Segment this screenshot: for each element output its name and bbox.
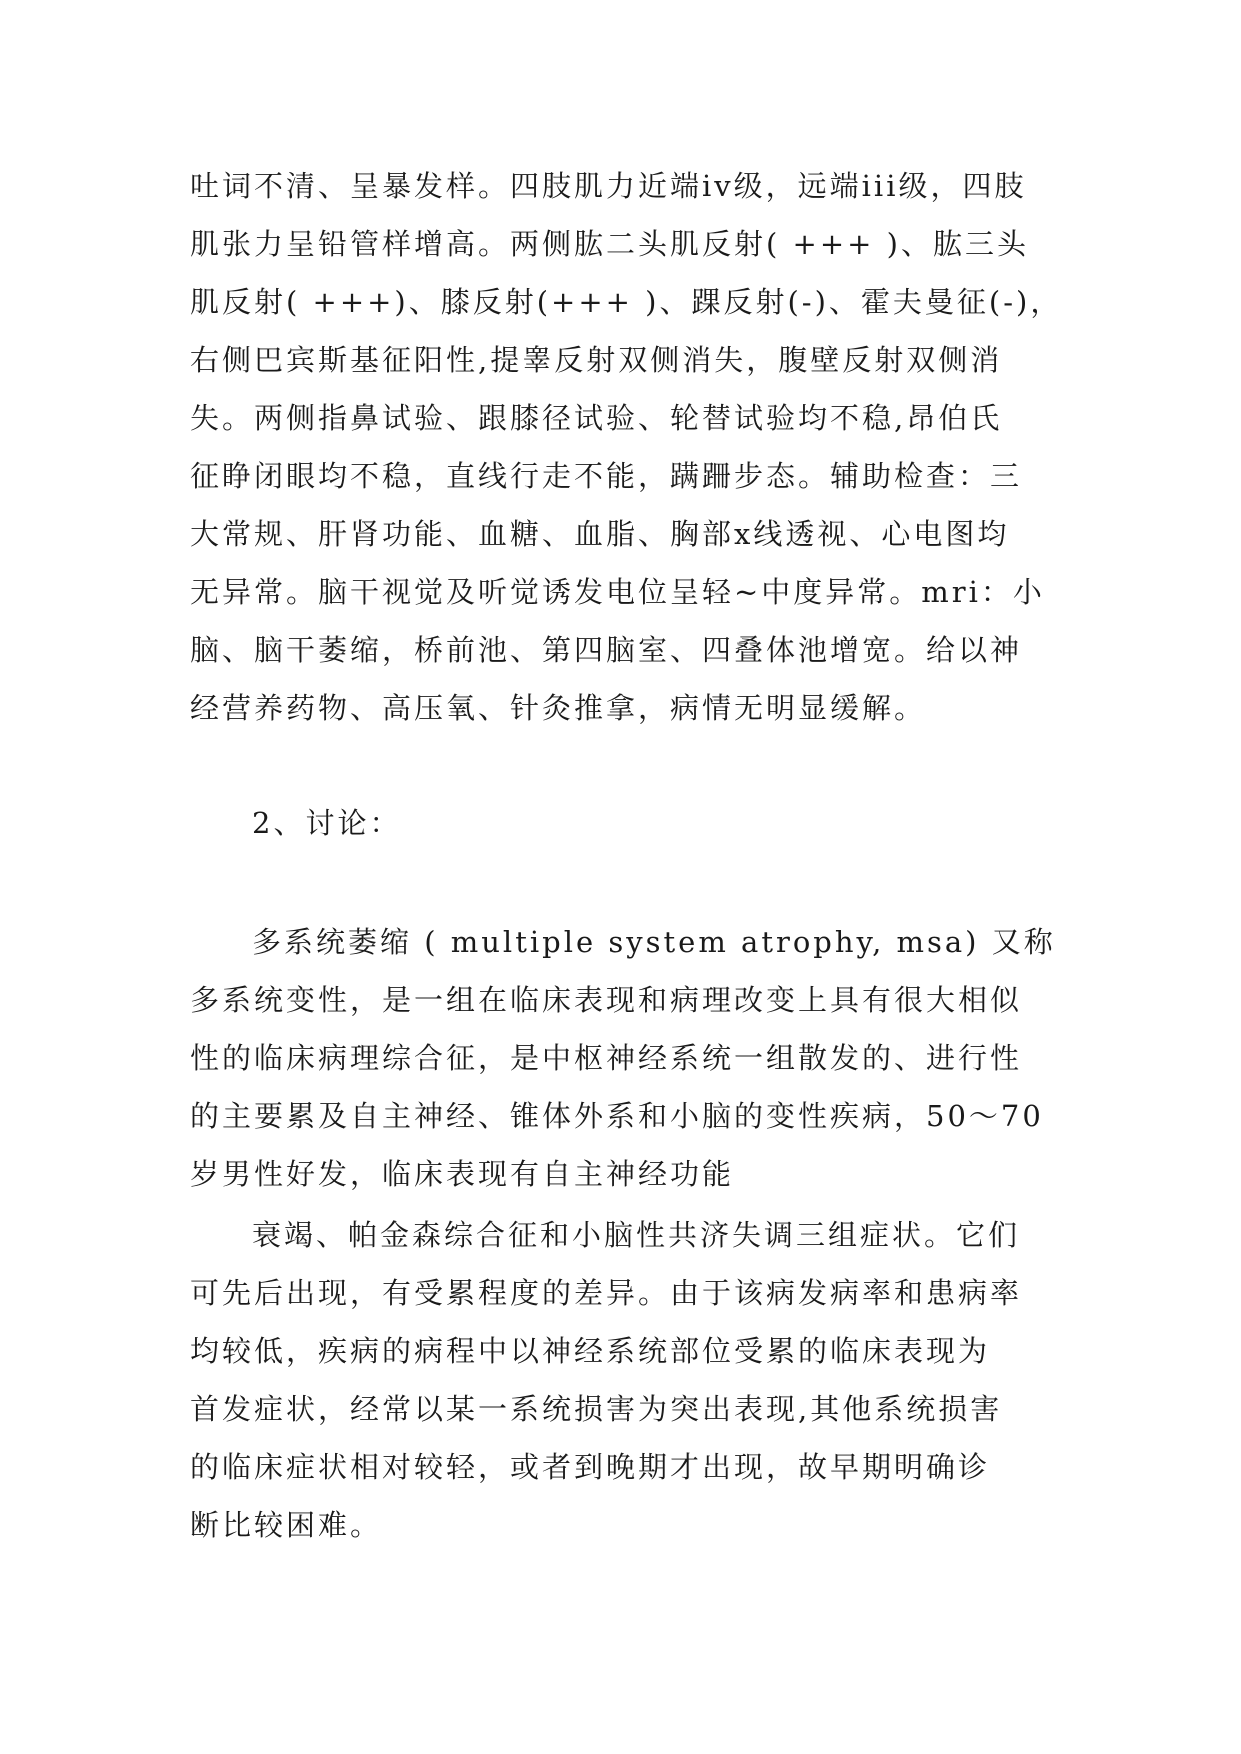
- text-line: 右侧巴宾斯基征阳性,提睾反射双侧消失，腹壁反射双侧消: [190, 343, 1003, 377]
- text-line: 衰竭、帕金森综合征和小脑性共济失调三组症状。它们: [252, 1218, 1021, 1252]
- text-line: 脑、脑干萎缩，桥前池、第四脑室、四叠体池增宽。给以神: [190, 633, 1023, 667]
- case-findings-paragraph: [190, 157, 1063, 737]
- text-line: 吐词不清、呈暴发样。四肢肌力近端iv级，远端iii级，四肢: [190, 169, 1027, 203]
- text-line: 经营养药物、高压氧、针灸推拿，病情无明显缓解。: [190, 691, 927, 725]
- text-line: 肌张力呈铅管样增高。两侧肱二头肌反射( +++ )、肱三头: [190, 227, 1029, 261]
- text-line: 的临床症状相对较轻，或者到晚期才出现，故早期明确诊: [190, 1450, 991, 1484]
- section-heading: [190, 794, 1050, 852]
- text-line: 性的临床病理综合征，是中枢神经系统一组散发的、进行性: [190, 1041, 1023, 1075]
- text-line: 大常规、肝肾功能、血糖、血脂、胸部x线透视、心电图均: [190, 517, 1010, 551]
- text-line: 均较低，疾病的病程中以神经系统部位受累的临床表现为: [190, 1334, 991, 1368]
- text-line: 失。两侧指鼻试验、跟膝径试验、轮替试验均不稳,昂伯氏: [190, 401, 1003, 435]
- text-line: 肌反射( +++)、膝反射(+++ )、踝反射(-)、霍夫曼征(-)，: [190, 285, 1063, 319]
- text-line: 岁男性好发，临床表现有自主神经功能: [190, 1157, 735, 1191]
- text-line: 的主要累及自主神经、锥体外系和小脑的变性疾病，50～70: [190, 1099, 1044, 1133]
- discussion-paragraph-continued: [190, 1206, 1050, 1554]
- text-line: 征睁闭眼均不稳，直线行走不能，蹒跚步态。辅助检查：三: [190, 459, 1023, 493]
- text-line: 无异常。脑干视觉及听觉诱发电位呈轻~中度异常。mri：小: [190, 575, 1045, 609]
- text-line: 多系统变性，是一组在临床表现和病理改变上具有很大相似: [190, 983, 1023, 1017]
- text-line: 首发症状，经常以某一系统损害为突出表现,其他系统损害: [190, 1392, 1003, 1426]
- text-line: 断比较困难。: [190, 1508, 383, 1542]
- text-line: 可先后出现，有受累程度的差异。由于该病发病率和患病率: [190, 1276, 1023, 1310]
- discussion-paragraph: [190, 913, 1056, 1203]
- section-heading-text: 2、讨论：: [252, 806, 402, 840]
- text-line: 多系统萎缩 ( multiple system atrophy, msa) 又称: [252, 925, 1056, 959]
